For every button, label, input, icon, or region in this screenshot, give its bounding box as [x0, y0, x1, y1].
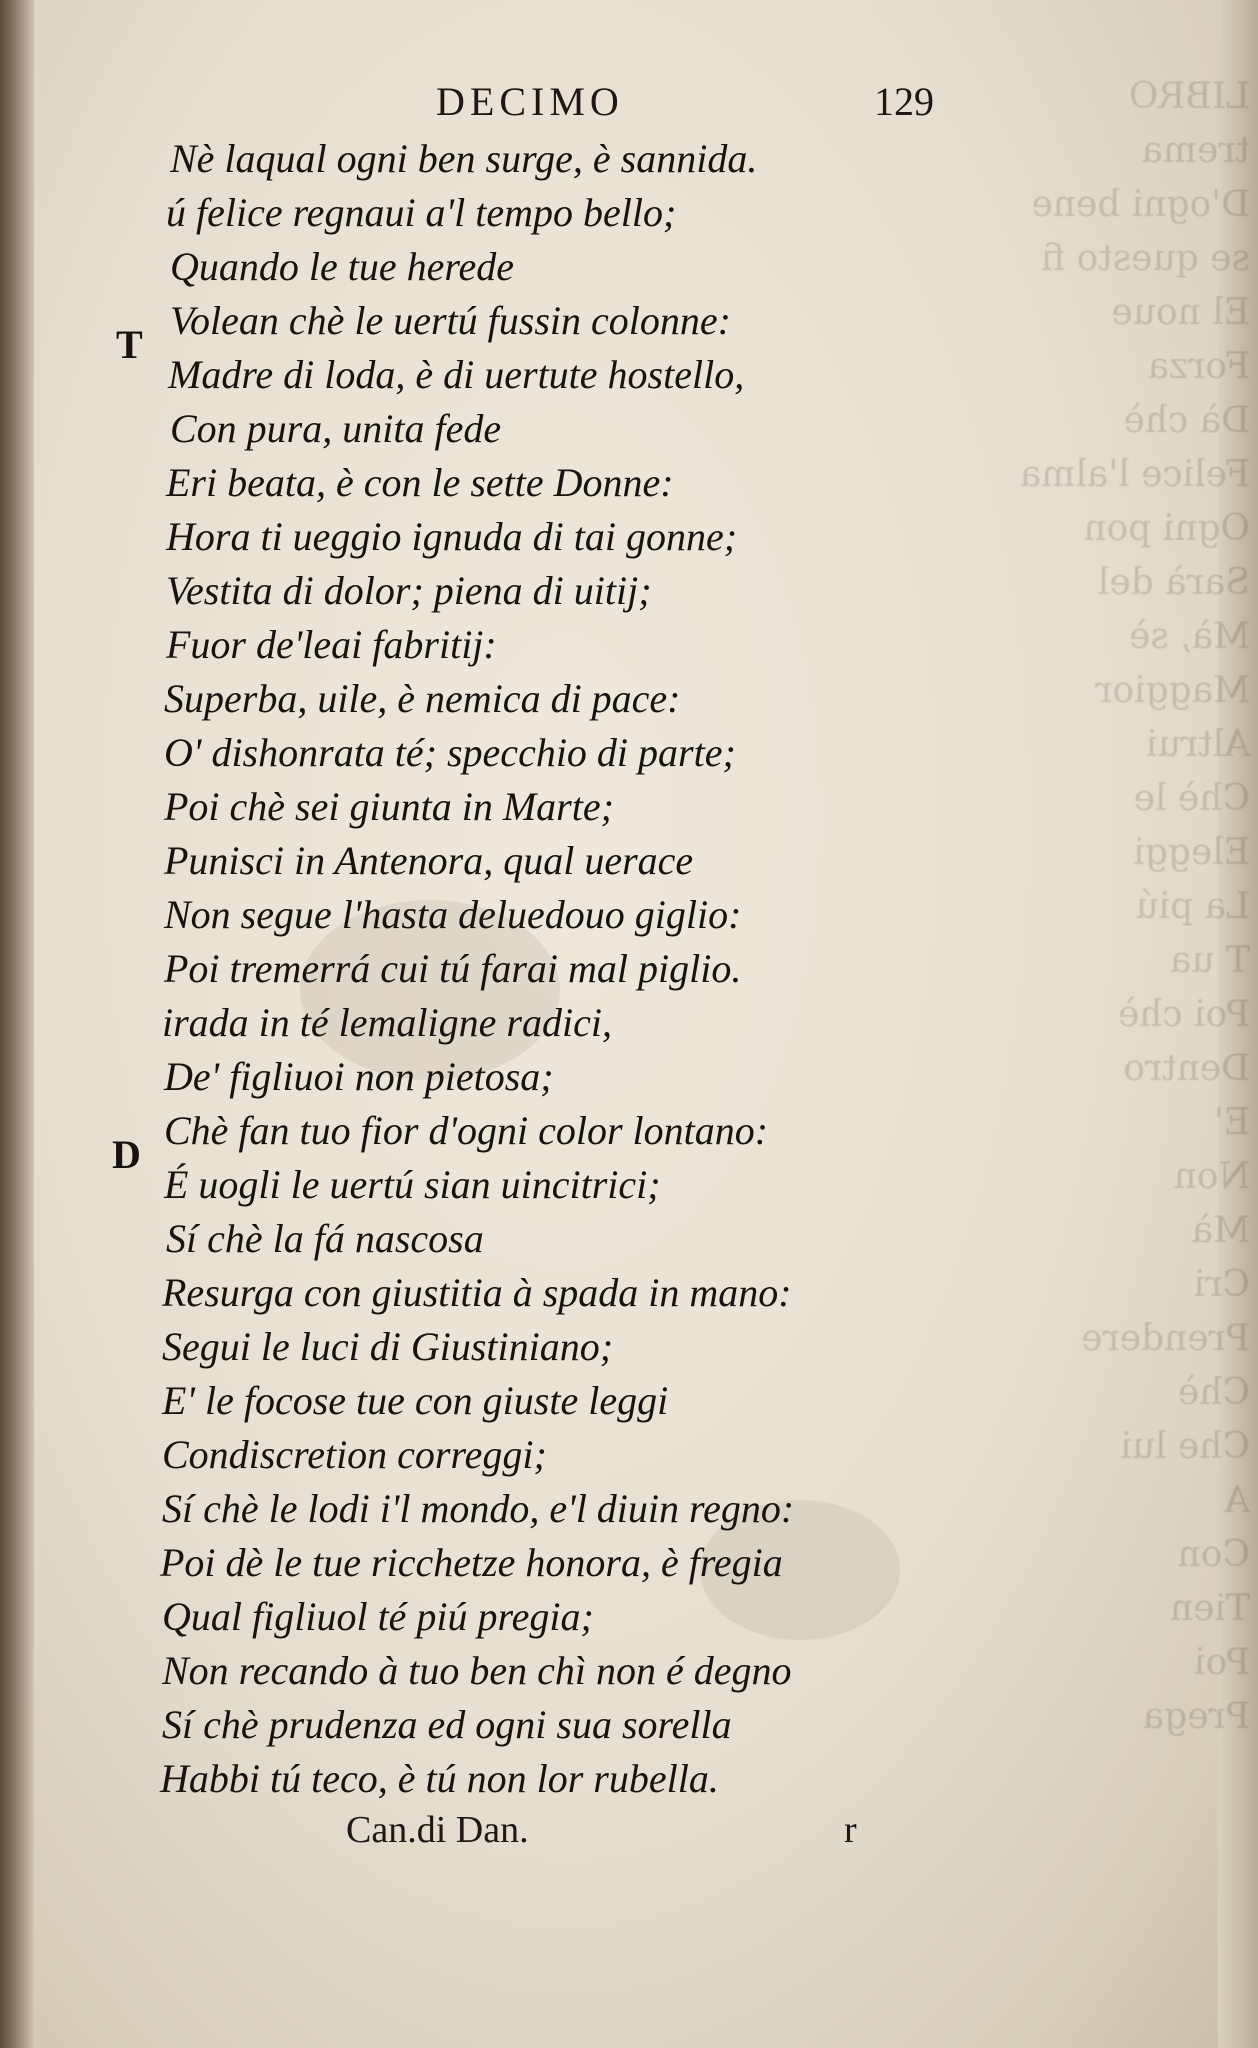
- verse-line: E' le focose tue con giuste leggi: [162, 1378, 669, 1423]
- verse-line: Poi chè sei giunta in Marte;: [164, 784, 614, 829]
- verse-line: De' figliuoi non pietosa;: [164, 1054, 554, 1099]
- verse-line: Nè laqual ogni ben surge, è sannida.: [170, 136, 758, 181]
- verse-line: Hora ti ueggio ignuda di tai gonne;: [166, 514, 738, 559]
- verse-line: Sí chè prudenza ed ogni sua sorella: [162, 1702, 732, 1747]
- verse-line: Non recando à tuo ben chì non é degno: [162, 1648, 792, 1693]
- verse-line: Resurga con giustitia à spada in mano:: [162, 1270, 792, 1315]
- page-number: 129: [874, 79, 934, 124]
- verse-line: Chè fan tuo fior d'ogni color lontano:: [164, 1108, 769, 1153]
- verse-line: Con pura, unita fede: [170, 406, 502, 451]
- verse-line: Qual figliuol té piú pregia;: [162, 1594, 594, 1639]
- catchword: Can.di Dan.: [346, 1809, 529, 1851]
- verse-line: Sí chè le lodi i'l mondo, e'l diuin regno:: [162, 1486, 795, 1531]
- verse-line: Volean chè le uertú fussin colonne:: [170, 298, 731, 343]
- verse-line: Madre di loda, è di uertute hostello,: [168, 352, 745, 397]
- verse-line: Punisci in Antenora, qual uerace: [164, 838, 694, 883]
- verse-line: Poi tremerrá cui tú farai mal piglio.: [164, 946, 742, 991]
- verse-line: Vestita di dolor; piena di uitij;: [166, 568, 652, 613]
- running-head: DECIMO: [436, 79, 624, 124]
- verse-line: ú felice regnaui a'l tempo bello;: [166, 190, 677, 235]
- signature-mark: r: [844, 1809, 857, 1851]
- stanza-initial: D: [112, 1132, 141, 1177]
- verse-line: Eri beata, è con le sette Donne:: [166, 460, 674, 505]
- verse-line: Poi dè le tue ricchetze honora, è fregia: [160, 1540, 783, 1585]
- page-footer: [0, 1808, 1258, 1864]
- verse-line: Condiscretion correggi;: [162, 1432, 547, 1477]
- verse-line: Non segue l'hasta deluedouo giglio:: [164, 892, 742, 937]
- verse-line: O' dishonrata té; specchio di parte;: [164, 730, 736, 775]
- verse-line: Segui le luci di Giustiniano;: [162, 1324, 614, 1369]
- verse-line: Habbi tú teco, è tú non lor rubella.: [160, 1756, 719, 1801]
- verse-line: Sí chè la fá nascosa: [166, 1216, 484, 1261]
- show-through-text: LIBRO trema D'ogni bene se questo fi El noue Forza Dà chè Felice l'alma Ogni pon Sarà del Mà, sè Maggior Altrui Chè le Eleggi La piú T ua Poi chè Dentro E' Non Mà Cri Prendere Chè Che lui A Con Tien Poi Prega: [1019, 76, 1250, 1737]
- verse-block: [0, 132, 1258, 1812]
- verse-line: Fuor de'leai fabritij:: [166, 622, 497, 667]
- verse-line: Superba, uile, è nemica di pace:: [164, 676, 681, 721]
- verse-line: irada in té lemaligne radici,: [162, 1000, 612, 1045]
- verse-line: Quando le tue herede: [170, 244, 514, 289]
- stanza-initial: T: [116, 322, 143, 367]
- page-header: [0, 78, 1258, 134]
- verse-line: É uogli le uertú sian uincitrici;: [164, 1162, 661, 1207]
